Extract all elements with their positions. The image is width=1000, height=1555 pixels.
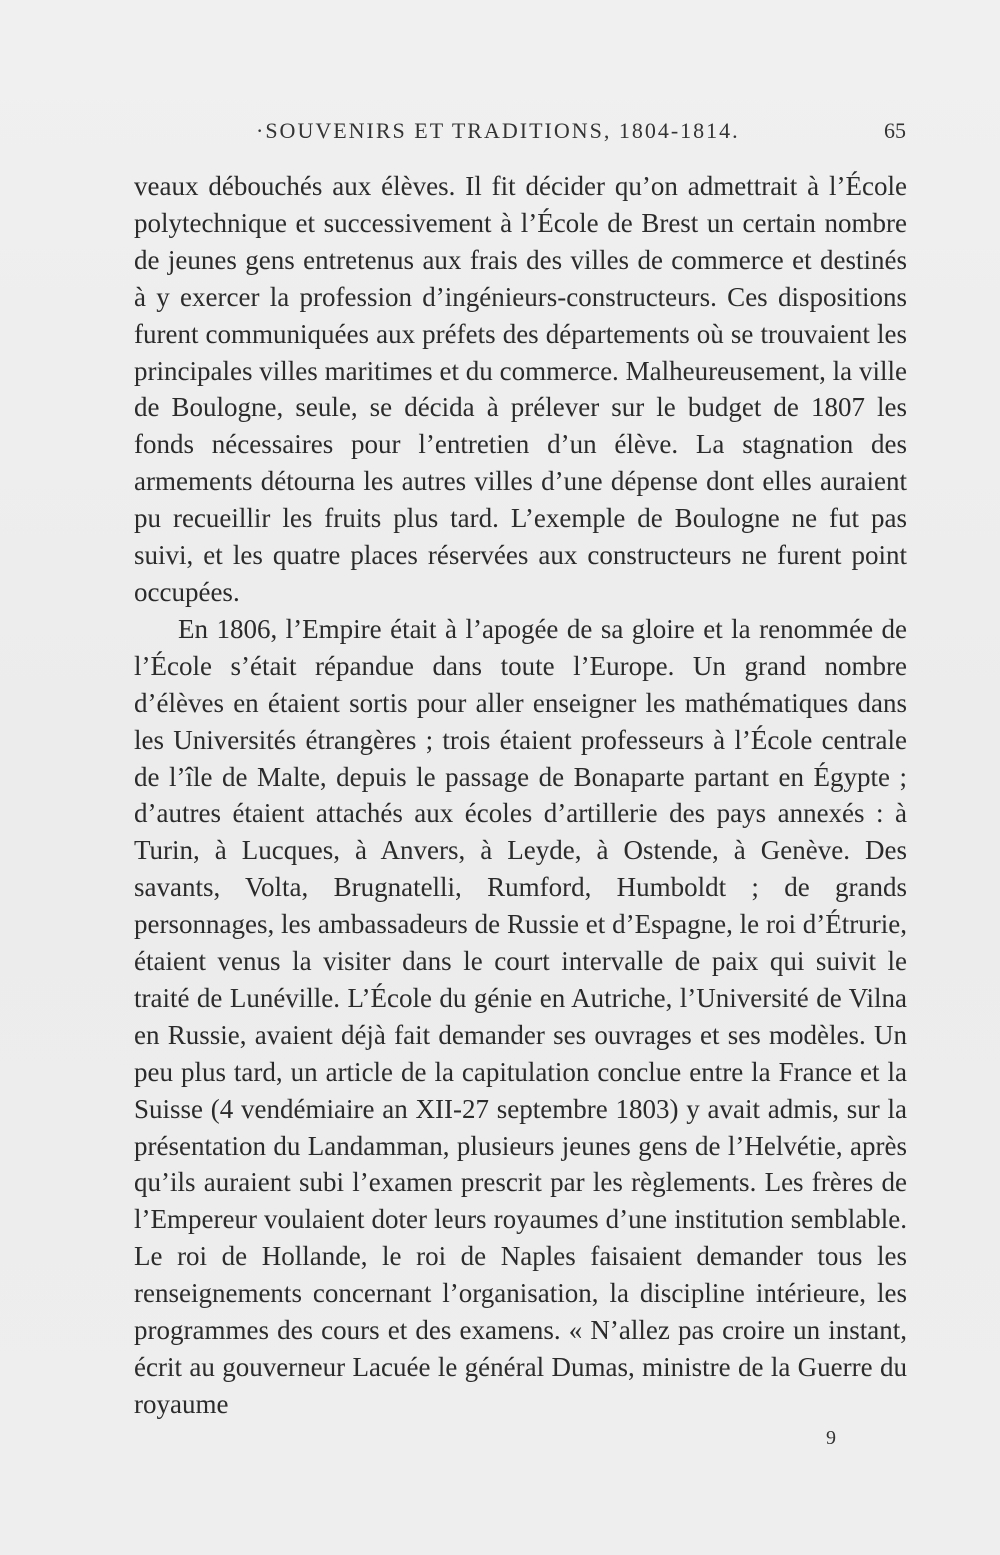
page-number: 65 xyxy=(884,118,906,143)
paragraph: veaux débouchés aux élèves. Il fit décider qu’on admettrait à l’École polytechnique et successivement à l’École de Brest un certain nombre de jeunes gens entretenus aux frais des villes de commerce et destinés à y exercer la profession d’ingénieurs-constructeurs. Ces dispositions furent communiquées aux préfets des départements où se trouvaient les principales villes maritimes et du commerce. Malheureusement, la ville de Boulogne, seule, se décida à prélever sur le budget de 1807 les fonds nécessaires pour l’entretien d’un élève. La stagnation des armements détourna les autres villes d’une dépense dont elles auraient pu recueillir les fruits plus tard. L’exemple de Boulogne ne fut pas suivi, et les quatre places réservées aux constructeurs ne furent point occupées. xyxy=(134,171,907,607)
body-text xyxy=(134,168,907,1423)
running-head-title: ·SOUVENIRS ET TRADITIONS, 1804-1814. xyxy=(256,118,740,143)
running-head xyxy=(256,118,906,148)
signature-mark: 9 xyxy=(826,1427,836,1449)
paragraph: En 1806, l’Empire était à l’apogée de sa gloire et la renommée de l’École s’était répandue dans toute l’Europe. Un grand nombre d’élèves en étaient sortis pour aller enseigner les mathématiques dans les Universités étrangères ; trois étaient professeurs à l’École centrale de l’île de Malte, depuis le passage de Bonaparte partant en Égypte ; d’autres étaient attachés aux écoles d’artillerie des pays annexés : à Turin, à Lucques, à Anvers, à Leyde, à Ostende, à Genève. Des savants, Volta, Brugnatelli, Rumford, Humboldt ; de grands personnages, les ambassadeurs de Russie et d’Espagne, le roi d’Étrurie, étaient venus la visiter dans le court intervalle de paix qui suivit le traité de Lunéville. L’École du génie en Autriche, l’Université de Vilna en Russie, avaient déjà fait demander ses ouvrages et ses modèles. Un peu plus tard, un article de la capitulation conclue entre la France et la Suisse (4 vendémiaire an XII-27 septembre 1803) y avait admis, sur la présentation du Landamman, plusieurs jeunes gens de l’Helvétie, après qu’ils auraient subi l’examen prescrit par les règlements. Les frères de l’Empereur voulaient doter leurs royaumes d’une institution semblable. Le roi de Hollande, le roi de Naples faisaient demander tous les renseignements concernant l’organisation, la discipline intérieure, les programmes des cours et des examens. « N’allez pas croire un instant, écrit au gouverneur Lacuée le général Dumas, ministre de la Guerre du royaume xyxy=(134,613,907,1419)
